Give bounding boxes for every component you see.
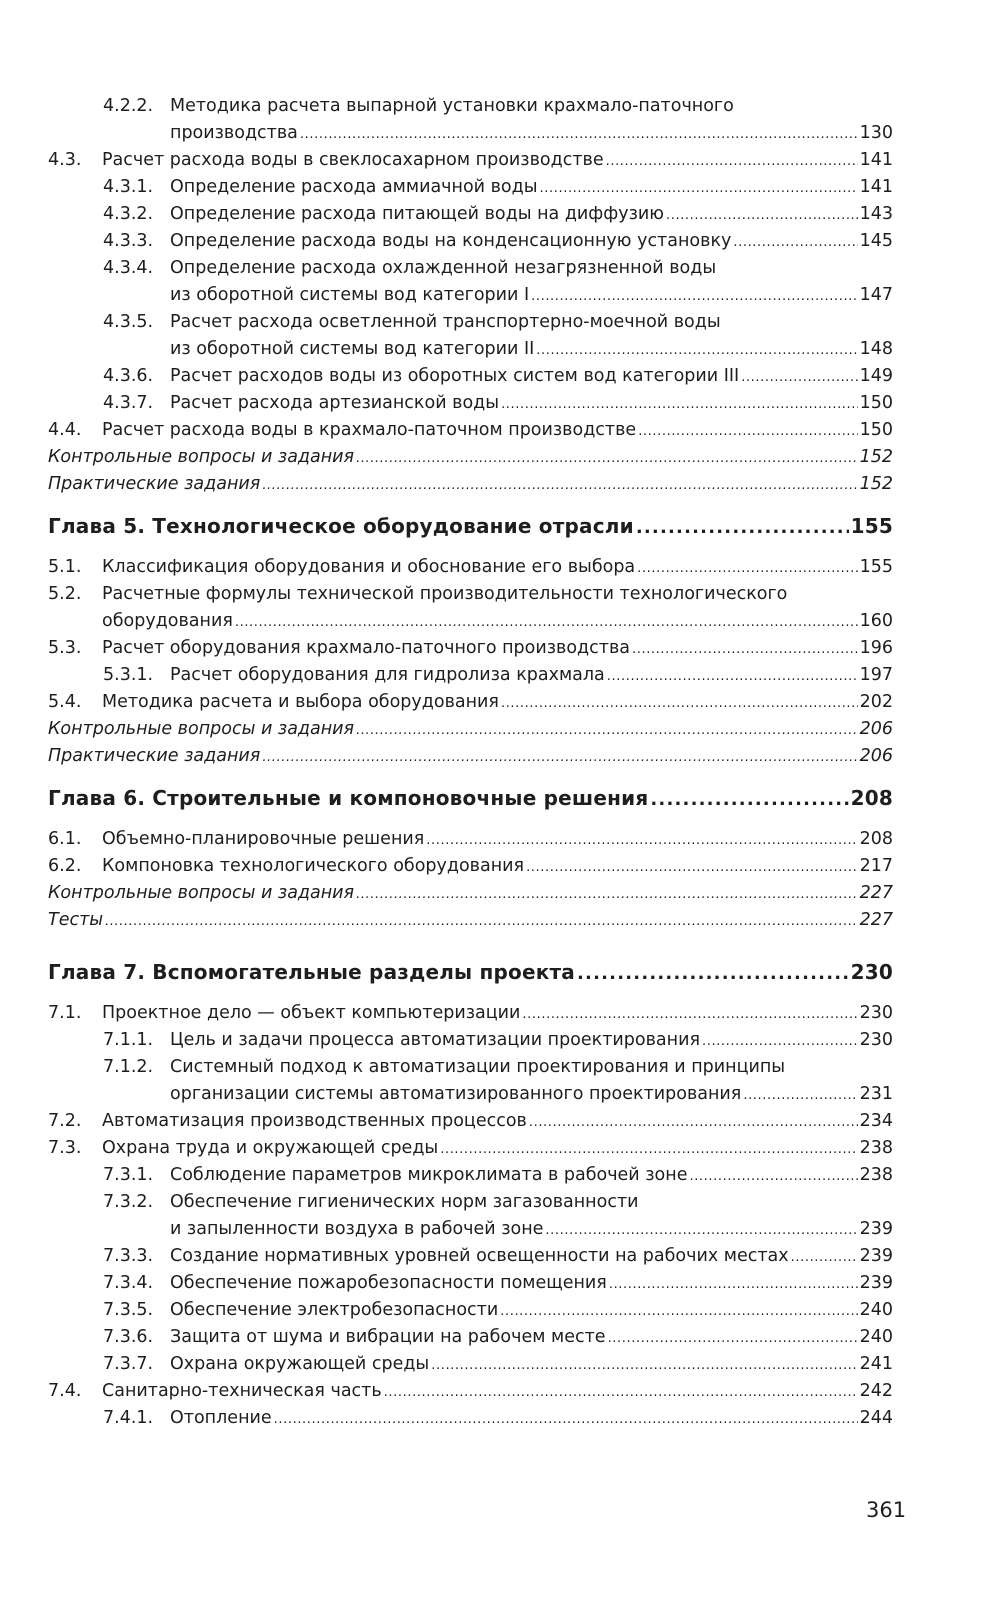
toc-entry-number: 5.2. <box>48 584 82 604</box>
toc-entry-number: 7.3.7. <box>103 1354 154 1374</box>
toc-entry-number: 4.3.3. <box>103 231 154 251</box>
toc-page-number: 239 <box>859 1219 893 1239</box>
toc-page-number: 197 <box>859 665 893 685</box>
toc-entry-number: 5.4. <box>48 692 82 712</box>
toc-entry-row[interactable] <box>0 281 1007 309</box>
dot-leader <box>262 742 857 772</box>
toc-entry-number: 7.3.5. <box>103 1300 154 1320</box>
toc-entry-title: Расчет расхода воды в свеклосахарном производстве <box>102 150 604 170</box>
toc-entry-title: Методика расчета выпарной установки крахмало-паточного <box>170 96 734 116</box>
toc-entry-row[interactable] <box>0 146 1007 174</box>
toc-entry-row[interactable] <box>0 1080 1007 1108</box>
toc-entry-title: Определение расхода воды на конденсационную установку <box>170 231 732 251</box>
dot-leader <box>356 715 858 745</box>
toc-page-number: 150 <box>859 393 893 413</box>
toc-entry-row[interactable] <box>0 1161 1007 1189</box>
toc-page-number: 230 <box>850 960 893 984</box>
toc-entry-row[interactable] <box>0 634 1007 662</box>
toc-chapter-row[interactable] <box>0 510 1007 542</box>
toc-page-number: 238 <box>859 1138 893 1158</box>
dot-leader <box>536 335 857 365</box>
toc-entry-title: Расчет расхода осветленной транспортерно-моечной воды <box>170 312 721 332</box>
toc-entry-title: Обеспечение гигиенических норм загазованности <box>170 1192 639 1212</box>
toc-entry-title-line <box>170 281 893 311</box>
toc-entry-title-line <box>170 308 721 336</box>
toc-entry-title-line <box>170 1350 893 1380</box>
toc-entry-title-line <box>48 715 893 745</box>
toc-entry-title: Расчет оборудования для гидролиза крахмала <box>170 665 605 685</box>
toc-entry-title: Контрольные вопросы и задания <box>48 447 355 467</box>
toc-entry-row[interactable] <box>0 607 1007 635</box>
toc-entry-title-line <box>170 1188 639 1216</box>
toc-page-number: 208 <box>850 786 893 810</box>
dot-leader <box>666 200 858 230</box>
toc-page-number: 202 <box>859 692 893 712</box>
toc-page-number: 239 <box>859 1246 893 1266</box>
dot-leader <box>607 661 858 691</box>
toc-entry-title-line <box>170 227 893 257</box>
toc-page-number: 230 <box>859 1003 893 1023</box>
toc-entry-title: Проектное дело — объект компьютеризации <box>102 1003 521 1023</box>
dot-leader <box>356 879 858 909</box>
toc-entry-row[interactable] <box>0 999 1007 1027</box>
toc-entry-title-line <box>102 825 893 855</box>
toc-entry-title: Классификация оборудования и обоснование его выбора <box>102 557 636 577</box>
toc-entry-title: Практические задания <box>48 746 261 766</box>
toc-entry-row[interactable] <box>0 688 1007 716</box>
toc-entry-number: 7.3.1. <box>103 1165 154 1185</box>
toc-entry-title: из оборотной системы вод категории II <box>170 339 535 359</box>
toc-entry-title-line <box>170 1080 893 1110</box>
toc-entry-title-line <box>102 146 893 176</box>
toc-entry-number: 4.2.2. <box>103 96 154 116</box>
dot-leader <box>545 1215 857 1245</box>
toc-entry-title-line <box>102 1377 893 1407</box>
toc-entry-number: 7.3.6. <box>103 1327 154 1347</box>
toc-entry-number: 7.2. <box>48 1111 82 1131</box>
toc-entry-title-line <box>170 1242 893 1272</box>
dot-leader <box>743 1080 857 1110</box>
toc-entry-row[interactable] <box>0 92 1007 120</box>
toc-entry-title: Компоновка технологического оборудования <box>102 856 525 876</box>
dot-leader <box>522 999 857 1029</box>
toc-page-number: 231 <box>859 1084 893 1104</box>
toc-entry-number: 7.3.4. <box>103 1273 154 1293</box>
dot-leader <box>608 1323 858 1353</box>
toc-entry-title-line <box>102 852 893 882</box>
toc-entry-row[interactable] <box>0 1350 1007 1378</box>
toc-page-number: 230 <box>859 1030 893 1050</box>
toc-entry-title-line <box>170 1269 893 1299</box>
toc-entry-title-line <box>102 553 893 583</box>
toc-entry-row[interactable] <box>0 1188 1007 1216</box>
toc-entry-row[interactable] <box>0 1242 1007 1270</box>
toc-entry-title-line <box>170 1215 893 1245</box>
toc-chapter-row[interactable] <box>0 956 1007 988</box>
dot-leader <box>577 956 849 990</box>
toc-entry-row[interactable] <box>0 1404 1007 1432</box>
toc-page-number: 217 <box>859 856 893 876</box>
dot-leader <box>526 852 858 882</box>
dot-leader <box>500 1296 857 1326</box>
toc-entry-number: 7.3. <box>48 1138 82 1158</box>
toc-page-number: 155 <box>850 514 893 538</box>
dot-leader <box>540 173 858 203</box>
toc-entry-number: 5.3. <box>48 638 82 658</box>
toc-page-number: 143 <box>859 204 893 224</box>
toc-entry-row[interactable] <box>0 715 1007 743</box>
dot-leader <box>426 825 857 855</box>
toc-page-number: 239 <box>859 1273 893 1293</box>
toc-page-number: 141 <box>859 177 893 197</box>
toc-entry-row[interactable] <box>0 742 1007 770</box>
dot-leader <box>384 1377 858 1407</box>
toc-page-number: 227 <box>859 910 893 930</box>
dot-leader <box>529 1107 858 1137</box>
toc-page-number: 206 <box>859 719 893 739</box>
toc-entry-number: 7.4.1. <box>103 1408 154 1428</box>
toc-entry-title: из оборотной системы вод категории I <box>170 285 530 305</box>
toc-entry-title: Глава 7. Вспомогательные разделы проекта <box>48 960 576 984</box>
dot-leader <box>791 1242 858 1272</box>
toc-entry-title: Расчет расходов воды из оборотных систем вод категории III <box>170 366 740 386</box>
toc-page-number: 150 <box>859 420 893 440</box>
toc-entry-number: 7.4. <box>48 1381 82 1401</box>
toc-entry-row[interactable] <box>0 416 1007 444</box>
toc-entry-row[interactable] <box>0 1053 1007 1081</box>
toc-page-number: 145 <box>859 231 893 251</box>
dot-leader <box>105 906 858 936</box>
dot-leader <box>262 470 857 500</box>
toc-entry-title-line <box>102 607 893 637</box>
toc-entry-number: 5.1. <box>48 557 82 577</box>
toc-page-number: 234 <box>859 1111 893 1131</box>
dot-leader <box>440 1134 857 1164</box>
toc-entry-number: 6.2. <box>48 856 82 876</box>
toc-page-number: 141 <box>859 150 893 170</box>
dot-leader <box>609 1269 858 1299</box>
toc-entry-row[interactable] <box>0 1026 1007 1054</box>
toc-entry-title: Создание нормативных уровней освещенности на рабочих местах <box>170 1246 789 1266</box>
toc-entry-title: Практические задания <box>48 474 261 494</box>
toc-entry-title-line <box>48 906 893 936</box>
toc-entry-row[interactable] <box>0 173 1007 201</box>
toc-entry-title: Защита от шума и вибрации на рабочем месте <box>170 1327 606 1347</box>
toc-entry-title-line <box>170 119 893 149</box>
toc-entry-title-line <box>102 416 893 446</box>
toc-page-number: 206 <box>859 746 893 766</box>
toc-entry-row[interactable] <box>0 200 1007 228</box>
toc-entry-row[interactable] <box>0 335 1007 363</box>
toc-entry-row[interactable] <box>0 227 1007 255</box>
toc-entry-row[interactable] <box>0 1215 1007 1243</box>
toc-entry-title-line <box>170 335 893 365</box>
toc-entry-number: 7.3.3. <box>103 1246 154 1266</box>
dot-leader <box>501 688 858 718</box>
toc-entry-number: 4.3.2. <box>103 204 154 224</box>
toc-entry-title: оборудования <box>102 611 233 631</box>
dot-leader <box>531 281 857 311</box>
dot-leader <box>702 1026 858 1056</box>
toc-entry-row[interactable] <box>0 1134 1007 1162</box>
dot-leader <box>632 634 858 664</box>
toc-entry-title: Объемно-планировочные решения <box>102 829 425 849</box>
toc-page-number: 240 <box>859 1327 893 1347</box>
page-number: 361 <box>866 1498 907 1522</box>
toc-entry-title-line <box>102 580 787 608</box>
toc-entry-title: Обеспечение электробезопасности <box>170 1300 499 1320</box>
toc-page-number: 155 <box>859 557 893 577</box>
toc-entry-title: Санитарно-техническая часть <box>102 1381 382 1401</box>
dot-leader <box>636 510 849 544</box>
toc-entry-row[interactable] <box>0 906 1007 934</box>
toc-entry-title: Определение расхода питающей воды на диффузию <box>170 204 664 224</box>
toc-entry-title: организации системы автоматизированного проектирования <box>170 1084 742 1104</box>
toc-entry-number: 5.3.1. <box>103 665 154 685</box>
toc-entry-row[interactable] <box>0 580 1007 608</box>
toc-entry-title-line <box>170 661 893 691</box>
toc-entry-row[interactable] <box>0 1323 1007 1351</box>
toc-entry-row[interactable] <box>0 661 1007 689</box>
dot-leader <box>356 443 858 473</box>
toc-entry-title: Определение расхода охлажденной незагрязненной воды <box>170 258 717 278</box>
toc-entry-title-line <box>102 1107 893 1137</box>
toc-entry-title-line <box>170 173 893 203</box>
toc-entry-number: 4.3. <box>48 150 82 170</box>
toc-entry-title: Глава 5. Технологическое оборудование отрасли <box>48 514 634 538</box>
toc-entry-title: Методика расчета и выбора оборудования <box>102 692 499 712</box>
toc-entry-title-line <box>170 362 893 392</box>
toc-entry-title-line <box>48 470 893 500</box>
toc-entry-title: Системный подход к автоматизации проектирования и принципы <box>170 1057 786 1077</box>
toc-page-number: 149 <box>859 366 893 386</box>
toc-entry-row[interactable] <box>0 1107 1007 1135</box>
toc-entry-number: 6.1. <box>48 829 82 849</box>
toc-entry-number: 4.3.1. <box>103 177 154 197</box>
toc-entry-title-line <box>170 1053 785 1081</box>
toc-entry-number: 7.1. <box>48 1003 82 1023</box>
dot-leader <box>650 782 848 816</box>
toc-entry-title-line <box>170 389 893 419</box>
dot-leader <box>733 227 857 257</box>
toc-page-number: 130 <box>859 123 893 143</box>
toc-entry-title: Контрольные вопросы и задания <box>48 719 355 739</box>
toc-entry-title: Расчет расхода артезианской воды <box>170 393 500 413</box>
toc-entry-row[interactable] <box>0 879 1007 907</box>
toc-entry-title-line <box>170 1323 893 1353</box>
toc-entry-title: Контрольные вопросы и задания <box>48 883 355 903</box>
toc-entry-title-line <box>102 1134 893 1164</box>
toc-entry-number: 4.3.7. <box>103 393 154 413</box>
toc-entry-row[interactable] <box>0 119 1007 147</box>
toc-entry-title: Тесты <box>48 910 104 930</box>
toc-entry-number: 4.3.5. <box>103 312 154 332</box>
dot-leader <box>689 1161 857 1191</box>
dot-leader <box>235 607 858 637</box>
toc-entry-title-line <box>170 92 734 120</box>
toc-page-number: 240 <box>859 1300 893 1320</box>
dot-leader <box>431 1350 857 1380</box>
toc-entry-number: 7.3.2. <box>103 1192 154 1212</box>
toc-page-number: 148 <box>859 339 893 359</box>
toc-entry-number: 7.1.1. <box>103 1030 154 1050</box>
toc-entry-number: 4.3.6. <box>103 366 154 386</box>
toc-entry-title-line <box>48 782 893 816</box>
toc-entry-title: Определение расхода аммиачной воды <box>170 177 538 197</box>
toc-entry-row[interactable] <box>0 362 1007 390</box>
dot-leader <box>606 146 858 176</box>
toc-entry-title-line <box>48 443 893 473</box>
toc-entry-title-line <box>48 742 893 772</box>
dot-leader <box>300 119 858 149</box>
toc-entry-row[interactable] <box>0 1377 1007 1405</box>
toc-entry-title: Отопление <box>170 1408 272 1428</box>
toc-entry-title: Обеспечение пожаробезопасности помещения <box>170 1273 607 1293</box>
toc-entry-title: Цель и задачи процесса автоматизации проектирования <box>170 1030 700 1050</box>
dot-leader <box>501 389 858 419</box>
toc-page-number: 208 <box>859 829 893 849</box>
toc-entry-title-line <box>48 510 893 544</box>
dot-leader <box>637 553 857 583</box>
toc-page-number: 244 <box>859 1408 893 1428</box>
toc-entry-row[interactable] <box>0 553 1007 581</box>
toc-page-number: 196 <box>859 638 893 658</box>
toc-entry-title-line <box>102 999 893 1029</box>
dot-leader <box>274 1404 858 1434</box>
toc-entry-title-line <box>102 634 893 664</box>
toc-chapter-row[interactable] <box>0 782 1007 814</box>
toc-entry-row[interactable] <box>0 254 1007 282</box>
toc-entry-title-line <box>170 1296 893 1326</box>
toc-entry-row[interactable] <box>0 825 1007 853</box>
toc-entry-title-line <box>170 1161 893 1191</box>
toc-page-number: 242 <box>859 1381 893 1401</box>
toc-entry-row[interactable] <box>0 308 1007 336</box>
toc-entry-title-line <box>102 688 893 718</box>
toc-entry-title: Охрана труда и окружающей среды <box>102 1138 439 1158</box>
toc-entry-title: Соблюдение параметров микроклимата в рабочей зоне <box>170 1165 688 1185</box>
toc-entry-number: 4.4. <box>48 420 82 440</box>
toc-page-number: 241 <box>859 1354 893 1374</box>
toc-entry-row[interactable] <box>0 852 1007 880</box>
toc-entry-title-line <box>48 956 893 990</box>
toc-page-number: 160 <box>859 611 893 631</box>
toc-page-number: 152 <box>859 447 893 467</box>
toc-entry-title-line <box>170 1026 893 1056</box>
toc-entry-row[interactable] <box>0 443 1007 471</box>
toc-entry-title: Глава 6. Строительные и компоновочные решения <box>48 786 649 810</box>
toc-entry-title-line <box>170 1404 893 1434</box>
toc-entry-title: Расчет расхода воды в крахмало-паточном производстве <box>102 420 637 440</box>
toc-page-number: 227 <box>859 883 893 903</box>
toc-page-number: 238 <box>859 1165 893 1185</box>
toc-entry-title: Охрана окружающей среды <box>170 1354 430 1374</box>
toc-entry-title: производства <box>170 123 298 143</box>
dot-leader <box>741 362 857 392</box>
toc-entry-title: и запыленности воздуха в рабочей зоне <box>170 1219 544 1239</box>
toc-entry-number: 7.1.2. <box>103 1057 154 1077</box>
toc-page-number: 147 <box>859 285 893 305</box>
toc-entry-title-line <box>48 879 893 909</box>
toc-entry-title: Расчетные формулы технической производительности технологического <box>102 584 788 604</box>
dot-leader <box>638 416 857 446</box>
toc-entry-row[interactable] <box>0 470 1007 498</box>
toc-page-number: 152 <box>859 474 893 494</box>
toc-entry-title-line <box>170 254 716 282</box>
toc-entry-number: 4.3.4. <box>103 258 154 278</box>
toc-entry-title: Автоматизация производственных процессов <box>102 1111 527 1131</box>
toc-entry-row[interactable] <box>0 1269 1007 1297</box>
toc-entry-title-line <box>170 200 893 230</box>
toc-entry-row[interactable] <box>0 1296 1007 1324</box>
toc-entry-title: Расчет оборудования крахмало-паточного производства <box>102 638 630 658</box>
toc-entry-row[interactable] <box>0 389 1007 417</box>
